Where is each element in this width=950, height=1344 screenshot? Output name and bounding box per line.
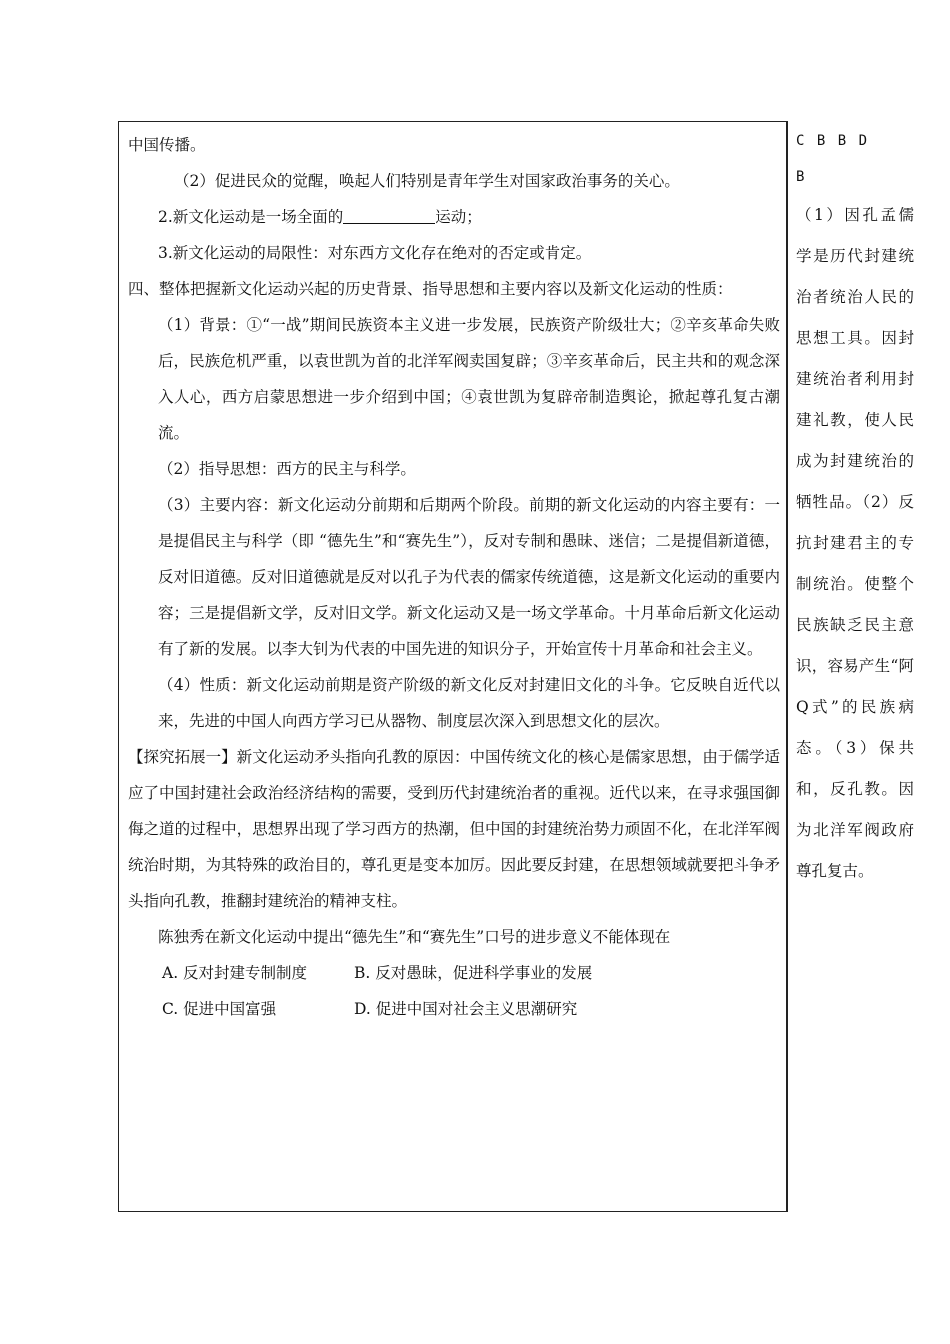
- text-line: （2）促进民众的觉醒，唤起人们特别是青年学生对国家政治事务的关心。: [174, 172, 680, 190]
- answer-blank[interactable]: [343, 205, 435, 224]
- option-b: B. 反对愚昧，促进科学事业的发展: [354, 964, 593, 982]
- explore-paragraph: 【探究拓展一】新文化运动矛头指向孔教的原因：中国传统文化的核心是儒家思想，由于儒学适应了中国封建社会政治经济结构的需要，受到历代封建统治者的重视。近代以来，在寻求强国御侮之道的过程中，思想界出现了学习西方的热潮，但中国的封建统治势力顽固不化，在北洋军阀统治时期，为其特殊的政治目的，尊孔更是变本加厉。因此要反封建，在思想领域就要把斗争矛头指向孔教，推翻封建统治的精神支柱。: [128, 748, 780, 910]
- answer-explanation: （1）因孔孟儒学是历代封建统治者统治人民的思想工具。因封建统治者利用封建礼教，使人民成为封建统治的牺牲品。（2）反抗封建君主的专制统治。使整个民族缺乏民主意识，容易产生“阿Q式”的民族病态。（3）保共和，反孔教。因为北洋军阀政府尊孔复古。: [796, 206, 914, 880]
- guiding-paragraph: （2）指导思想：西方的民主与科学。: [158, 460, 416, 478]
- option-d: D. 促进中国对社会主义思潮研究: [354, 1000, 578, 1018]
- option-c: C. 促进中国富强: [162, 1000, 277, 1018]
- question-stem: 陈独秀在新文化运动中提出“德先生”和“赛先生”口号的进步意义不能体现在: [158, 928, 671, 946]
- main-column: [128, 127, 780, 1027]
- option-a: A. 反对封建专制制度: [162, 964, 308, 982]
- blank-suffix: 运动；: [435, 208, 482, 226]
- section-heading: 四、整体把握新文化运动兴起的历史背景、指导思想和主要内容以及新文化运动的性质：: [128, 280, 733, 298]
- text-line: 中国传播。: [128, 136, 206, 154]
- nature-paragraph: （4）性质：新文化运动前期是资产阶级的新文化反对封建旧文化的斗争。它反映自近代以来，先进的中国人向西方学习已从器物、制度层次深入到思想文化的层次。: [158, 676, 780, 730]
- fill-blank-line: [128, 199, 780, 235]
- answer-key: B: [796, 169, 807, 185]
- text-line: 3.新文化运动的局限性：对东西方文化存在绝对的否定或肯定。: [158, 244, 592, 262]
- blank-prefix: 2.新文化运动是一场全面的: [158, 208, 344, 226]
- options-row-1: [128, 955, 780, 991]
- content-paragraph: （3）主要内容：新文化运动分前期和后期两个阶段。前期的新文化运动的内容主要有：一是提倡民主与科学（即 “德先生”和“赛先生”），反对专制和愚昧、迷信；二是提倡新道德，反对旧道德。反对旧道德就是反对以孔子为代表的儒家传统道德，这是新文化运动的重要内容；三是提倡新文学，反对旧文学。新文化运动又是一场文学革命。十月革命后新文化运动有了新的发展。以李大钊为代表的中国先进的知识分子，开始宣传十月革命和社会主义。: [158, 496, 780, 658]
- options-row-2: [128, 991, 780, 1027]
- answer-column: [796, 123, 914, 892]
- answer-key: C B B D: [796, 133, 870, 149]
- column-divider: [786, 121, 787, 1212]
- background-paragraph: （1）背景：①“一战”期间民族资本主义进一步发展，民族资产阶级壮大；②辛亥革命失败后，民族危机严重，以袁世凯为首的北洋军阀卖国复辟；③辛亥革命后，民主共和的观念深入人心，西方启蒙思想进一步介绍到中国；④袁世凯为复辟帝制造舆论，掀起尊孔复古潮流。: [158, 316, 780, 442]
